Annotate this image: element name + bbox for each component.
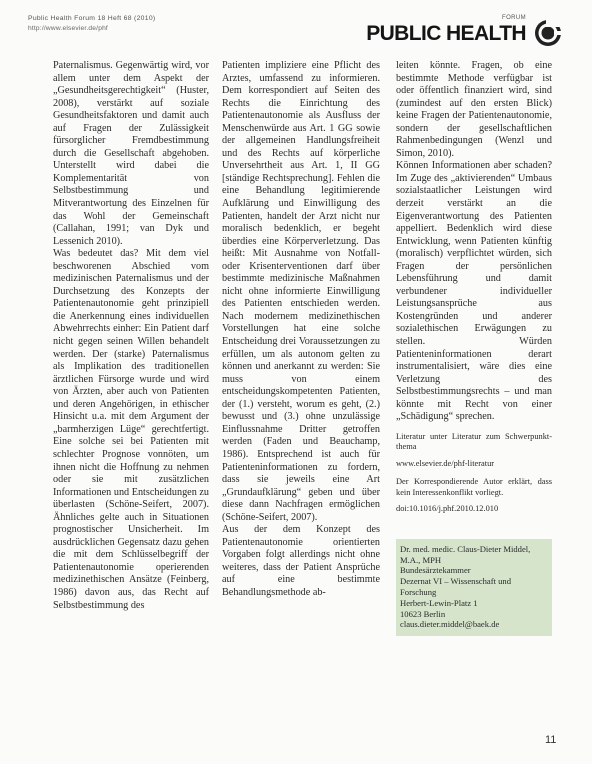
- literature-note: Literatur unter Literatur zum Schwerpunkt- thema: [396, 431, 552, 452]
- doi[interactable]: doi:10.1016/j.phf.2010.12.010: [396, 504, 499, 514]
- paragraph: Paternalismus. Gegenwärtig wird, vor allem unter dem Aspekt der „Gesundheitsgerechtigkeit“ (Huster, 2008), verstärkt auf soziale Gesundheitsfaktoren und damit auch auf Fragen der Zulässigkeit fürsorglicher Fremdbestimmung durch die Gesellschaft abgehoben. Unterstellt wird dabei die Komplementarität von Selbstbestimmung und Mitverantwortung des Einzelnen für das Wohl der Gemeinschaft (Callahan, 1991; van Dyk und Lessenich 2010).: [53, 60, 209, 247]
- paragraph: Was bedeutet das? Mit dem viel beschworenen Abschied vom medizinischen Paternalismus und der Durchsetzung des Konzepts der Patientenautonomie geht prinzipiell die Anerkennung eines individuellen Abwehrrechts einher: Ein Patient darf nicht gegen seinen Willen behandelt werden. Der (starke) Paternalismus als Implikation des traditionellen ärztlichen Fürsorge wurde und wird von Ärzten, aber auch von Patienten und deren Angehörigen, in ethischer Hinsicht u.a. mit dem Argument der „barmherzigen Lüge“ gerechtfertigt. Eine solche sei bei Patienten mit schlechter Prognose vonnöten, um ihnen nicht die Hoffnung zu nehmen oder sie mit zusätzlichen Informationen und Entscheidungen zu überlasten (Schöne-Seifert, 2007). Ähnliches gelte auch in Situationen prognostischer Unsicherheit. Im ausdrücklichen Gegensatz dazu gehen die mit dem Schlüsselbegriff der Patientenautonomie operierenden medizinethischen Ansätze (Feinberg, 1986) davon aus, das Recht auf Selbstbestimmung des: [53, 248, 209, 611]
- brand-block: [366, 13, 562, 51]
- contact-line: Bundesärztekammer: [400, 565, 471, 576]
- conflict-statement: Der Korrespondierende Autor erklärt, dass kein Interessenkonflikt vorliegt.: [396, 477, 552, 497]
- paragraph: Aus der dem Konzept des Patientenautonomie orientierten Vorgaben folgt allerdings nicht ohne weiteres, dass der Patient Ansprüche auf eine bestimmte Behandlungsmethode ab-: [222, 524, 380, 598]
- contact-line: M.A., MPH: [400, 554, 442, 565]
- contact-line: 10623 Berlin: [400, 608, 446, 619]
- public-health-logo-icon: [534, 19, 562, 47]
- contact-email[interactable]: claus.dieter.middel@baek.de: [400, 619, 500, 630]
- contact-line: Dezernat VI – Wissenschaft und: [400, 576, 512, 587]
- journal-url: http://www.elsevier.de/phf: [28, 25, 108, 32]
- journal-citation: Public Health Forum 18 Heft 68 (2010): [28, 15, 156, 22]
- text-column-3: [396, 60, 552, 636]
- page-number: 11: [545, 734, 557, 746]
- paragraph: Können Informationen aber schaden? Im Zuge des „aktivierenden“ Umbaus sozialstaatlicher Leistungen wird derzeit verstärkt an die Eigenverantwortung des Patienten appelliert. Bedenklich wird diese Entwicklung, wenn Patienten künftig (moralisch) verpflichtet würden, sich Fragen der persönlichen Lebensführung und damit verbundener individueller Leistungsansprüche aus Kostengründen und anderer sozialethischen Erwägungen zu stellen. Würden Patienteninformationen derart instrumentalisiert, wäre dies eine Verletzung des Selbstbestimmungsrechts – und man könnte mit Recht von einer „Schädigung“ sprechen.: [396, 160, 552, 423]
- paragraph: Patienten impliziere eine Pflicht des Arztes, umfassend zu informieren. Dem korrespondiert auf Seiten des Rechts die Einrichtung des Patientenautonomie als Ausfluss der Menschenwürde aus Art. 1 GG sowie der allgemeinen Handlungsfreiheit und des Rechts auf körperliche Unversehrtheit aus Art. 1, II GG [ständige Rechtsprechung]. Fehlen die eine Behandlung legitimierende Aufklärung und Einwilligung des Patienten, handelt der Arzt nicht nur moralisch bedenklich, er begeht überdies eine Körperverletzung. Das heißt: Mit Ausnahme von Notfall- oder Krisenterventionen darf über bestimmte medizinische Maßnahmen nicht ohne informierte Einwilligung des Patienten entschieden werden. Nach modernem medizinethischen Vorstellungen hat eine solche Entscheidung drei Voraussetzungen zu erfüllen, um als autonom gelten zu können und anerkannt zu werden: Sie muss von einem entscheidungskompetenten Patienten, der (1.) versteht, worum es geht, (2.) bewusst und (3.) ohne unzulässige Einflussnahme Dritter getroffen werden (Faden und Beauchamp, 1986). Entsprechend ist auch für Patienteninformationen zu fordern, dass sie jeweils eine Art „Grundaufklärung“ geben und über diese dann Nachfragen ermöglichen (Schöne-Seifert, 2007).: [222, 60, 380, 523]
- contact-line: Dr. med. medic. Claus-Dieter Middel,: [400, 543, 531, 554]
- contact-line: Herbert-Lewin-Platz 1: [400, 597, 478, 608]
- literature-link[interactable]: www.elsevier.de/phf-literatur: [396, 458, 495, 468]
- author-contact-box: [396, 539, 552, 636]
- brand-title: PUBLIC HEALTH: [366, 22, 526, 45]
- forum-label: FORUM: [502, 15, 526, 21]
- text-column-2: [222, 60, 380, 600]
- page-header: [26, 13, 570, 53]
- contact-line: Forschung: [400, 587, 437, 598]
- text-column-1: [53, 60, 209, 612]
- paragraph: leiten könnte. Fragen, ob eine bestimmte Methode verfügbar ist oder öffentlich finanziert wird, sind (zumindest auf den ersten Blick) keine Fragen der Patientenautonomie, sondern der gesellschaftlichen Rahmenbedingungen (Wenzl und Simon, 2010).: [396, 60, 552, 159]
